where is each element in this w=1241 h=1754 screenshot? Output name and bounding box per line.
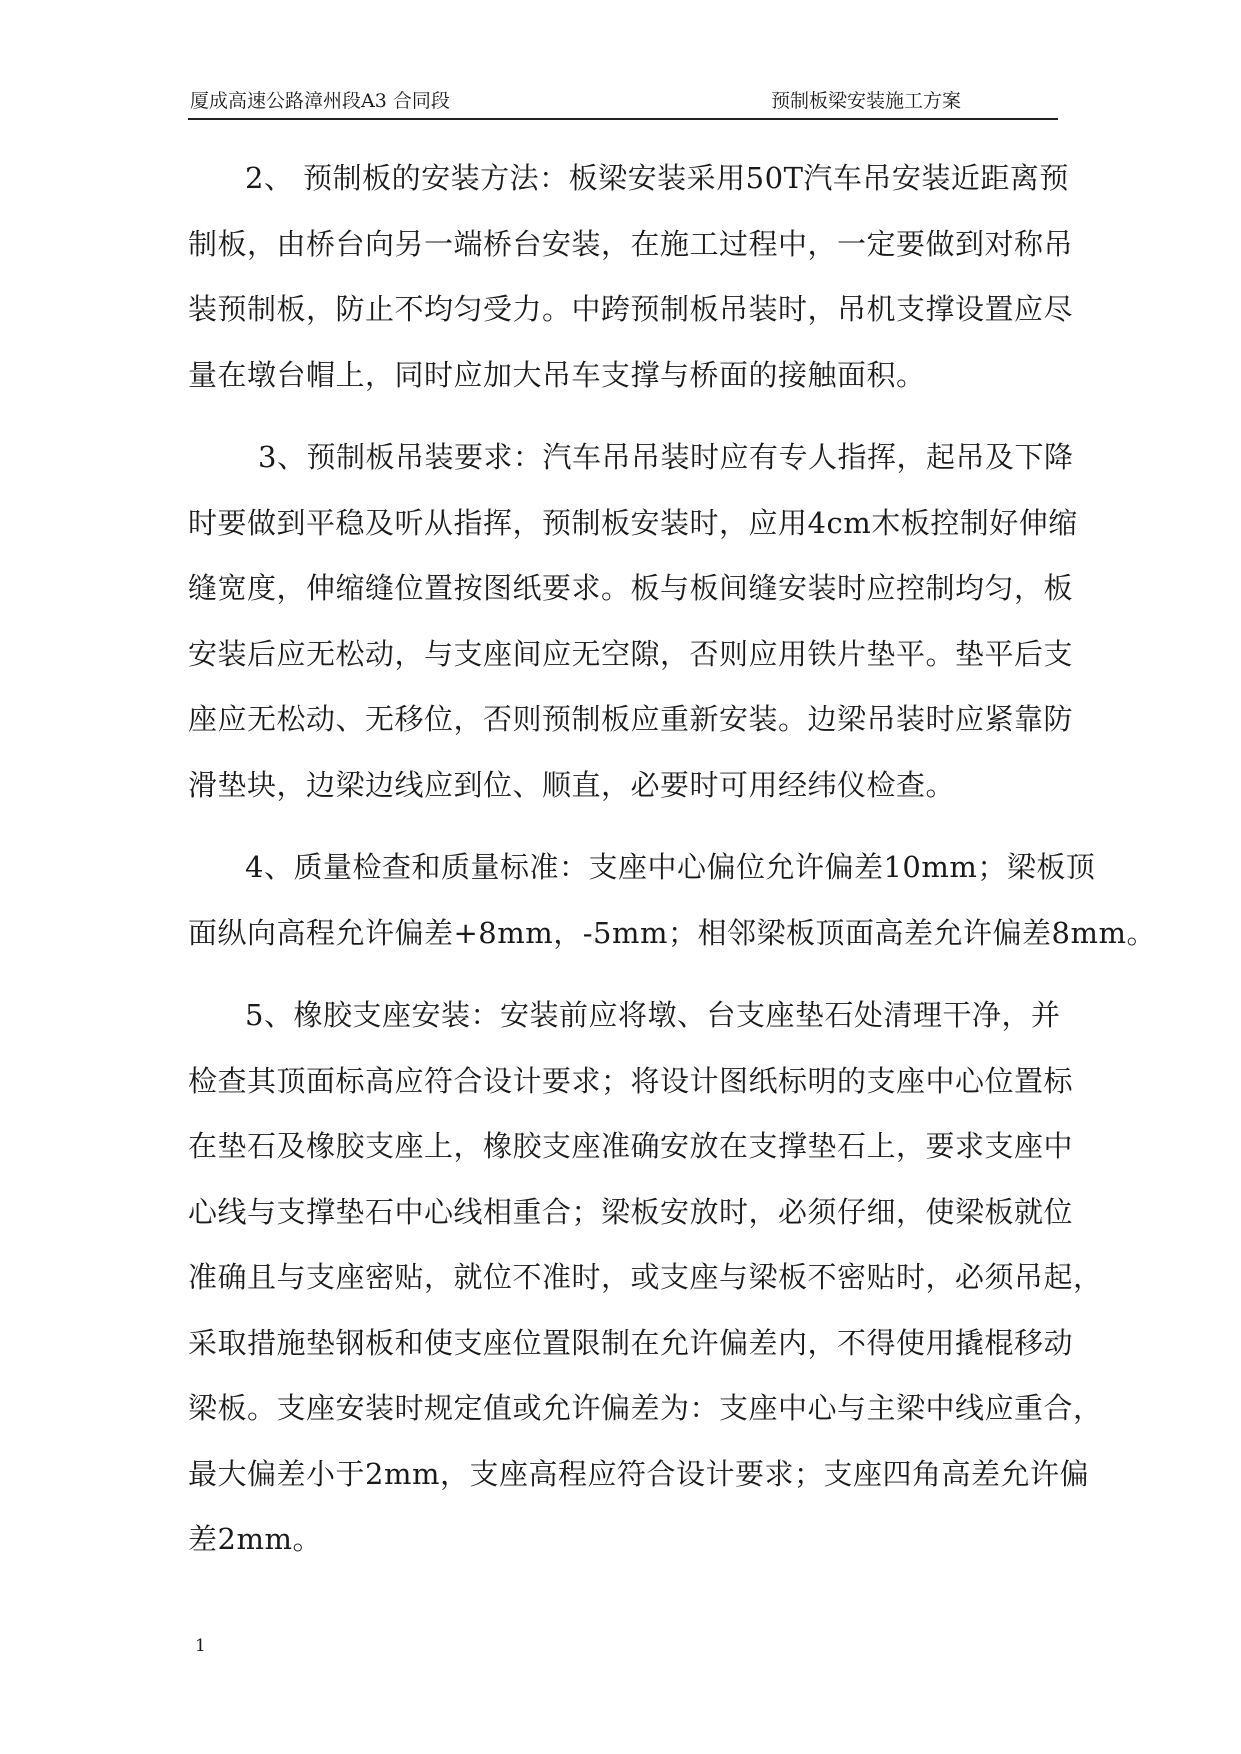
document-body [188, 146, 1156, 1590]
paragraph-line: 准确且与支座密贴，就位不准时，或支座与梁板不密贴时，必须吊起， [188, 1260, 1103, 1294]
paragraph-hoisting-requirements [188, 425, 1078, 818]
paragraph-bearing-installation [188, 983, 1103, 1573]
paragraph-line: 5、橡胶支座安装：安装前应将墩、台支座垫石处清理干净，并 [245, 998, 1061, 1032]
paragraph-line: 制板，由桥台向另一端桥台安装，在施工过程中，一定要做到对称吊 [188, 226, 1074, 261]
paragraph-line: 在垫石及橡胶支座上，橡胶支座准确安放在支撑垫石上，要求支座中 [188, 1129, 1074, 1163]
paragraph-line: 量在墩台帽上，同时应加大吊车支撑与桥面的接触面积。 [188, 357, 926, 392]
paragraph-line: 采取措施垫钢板和使支座位置限制在允许偏差内，不得使用撬棍移动 [188, 1325, 1074, 1360]
page-header [188, 88, 1058, 120]
paragraph-line: 梁板。支座安装时规定值或允许偏差为：支座中心与主梁中线应重合， [188, 1391, 1103, 1425]
paragraph-line: 4、质量检查和质量标准：支座中心偏位允许偏差10mm；梁板顶 [245, 850, 1096, 884]
paragraph-installation-method [188, 146, 1074, 408]
header-project-name: 厦成高速公路漳州段A3 合同段 [190, 90, 450, 112]
paragraph-line: 检查其顶面标高应符合设计要求；将设计图纸标明的支座中心位置标 [188, 1063, 1074, 1098]
paragraph-line: 2、 预制板的安装方法：板梁安装采用50T汽车吊安装近距离预 [245, 161, 1069, 195]
paragraph-line: 最大偏差小于2mm，支座高程应符合设计要求；支座四角高差允许偏 [188, 1456, 1089, 1491]
paragraph-line: 座应无松动、无移位，否则预制板应重新安装。边梁吊装时应紧靠防 [188, 702, 1074, 736]
paragraph-line: 滑垫块，边梁边线应到位、顺直，必要时可用经纬仪检查。 [188, 767, 956, 802]
paragraph-line: 装预制板，防止不均匀受力。中跨预制板吊装时，吊机支撑设置应尽 [188, 292, 1074, 326]
paragraph-quality-standards [188, 835, 1156, 966]
paragraph-line: 安装后应无松动，与支座间应无空隙，否则应用铁片垫平。垫平后支 [188, 636, 1074, 671]
paragraph-line: 面纵向高程允许偏差+8mm，-5mm；相邻梁板顶面高差允许偏差8mm。 [188, 915, 1156, 950]
paragraph-line: 3、预制板吊装要求：汽车吊吊装时应有专人指挥，起吊及下降 [258, 440, 1074, 474]
paragraph-line: 心线与支撑垫石中心线相重合；梁板安放时，必须仔细，使梁板就位 [188, 1194, 1074, 1229]
paragraph-line: 时要做到平稳及听从指挥，预制板安装时，应用4cm木板控制好伸缩 [188, 505, 1078, 540]
paragraph-line: 差2mm。 [188, 1522, 322, 1556]
header-document-title: 预制板梁安装施工方案 [771, 90, 962, 112]
paragraph-line: 缝宽度，伸缩缝位置按图纸要求。板与板间缝安装时应控制均匀，板 [188, 571, 1074, 605]
page-number: 1 [195, 1636, 206, 1656]
